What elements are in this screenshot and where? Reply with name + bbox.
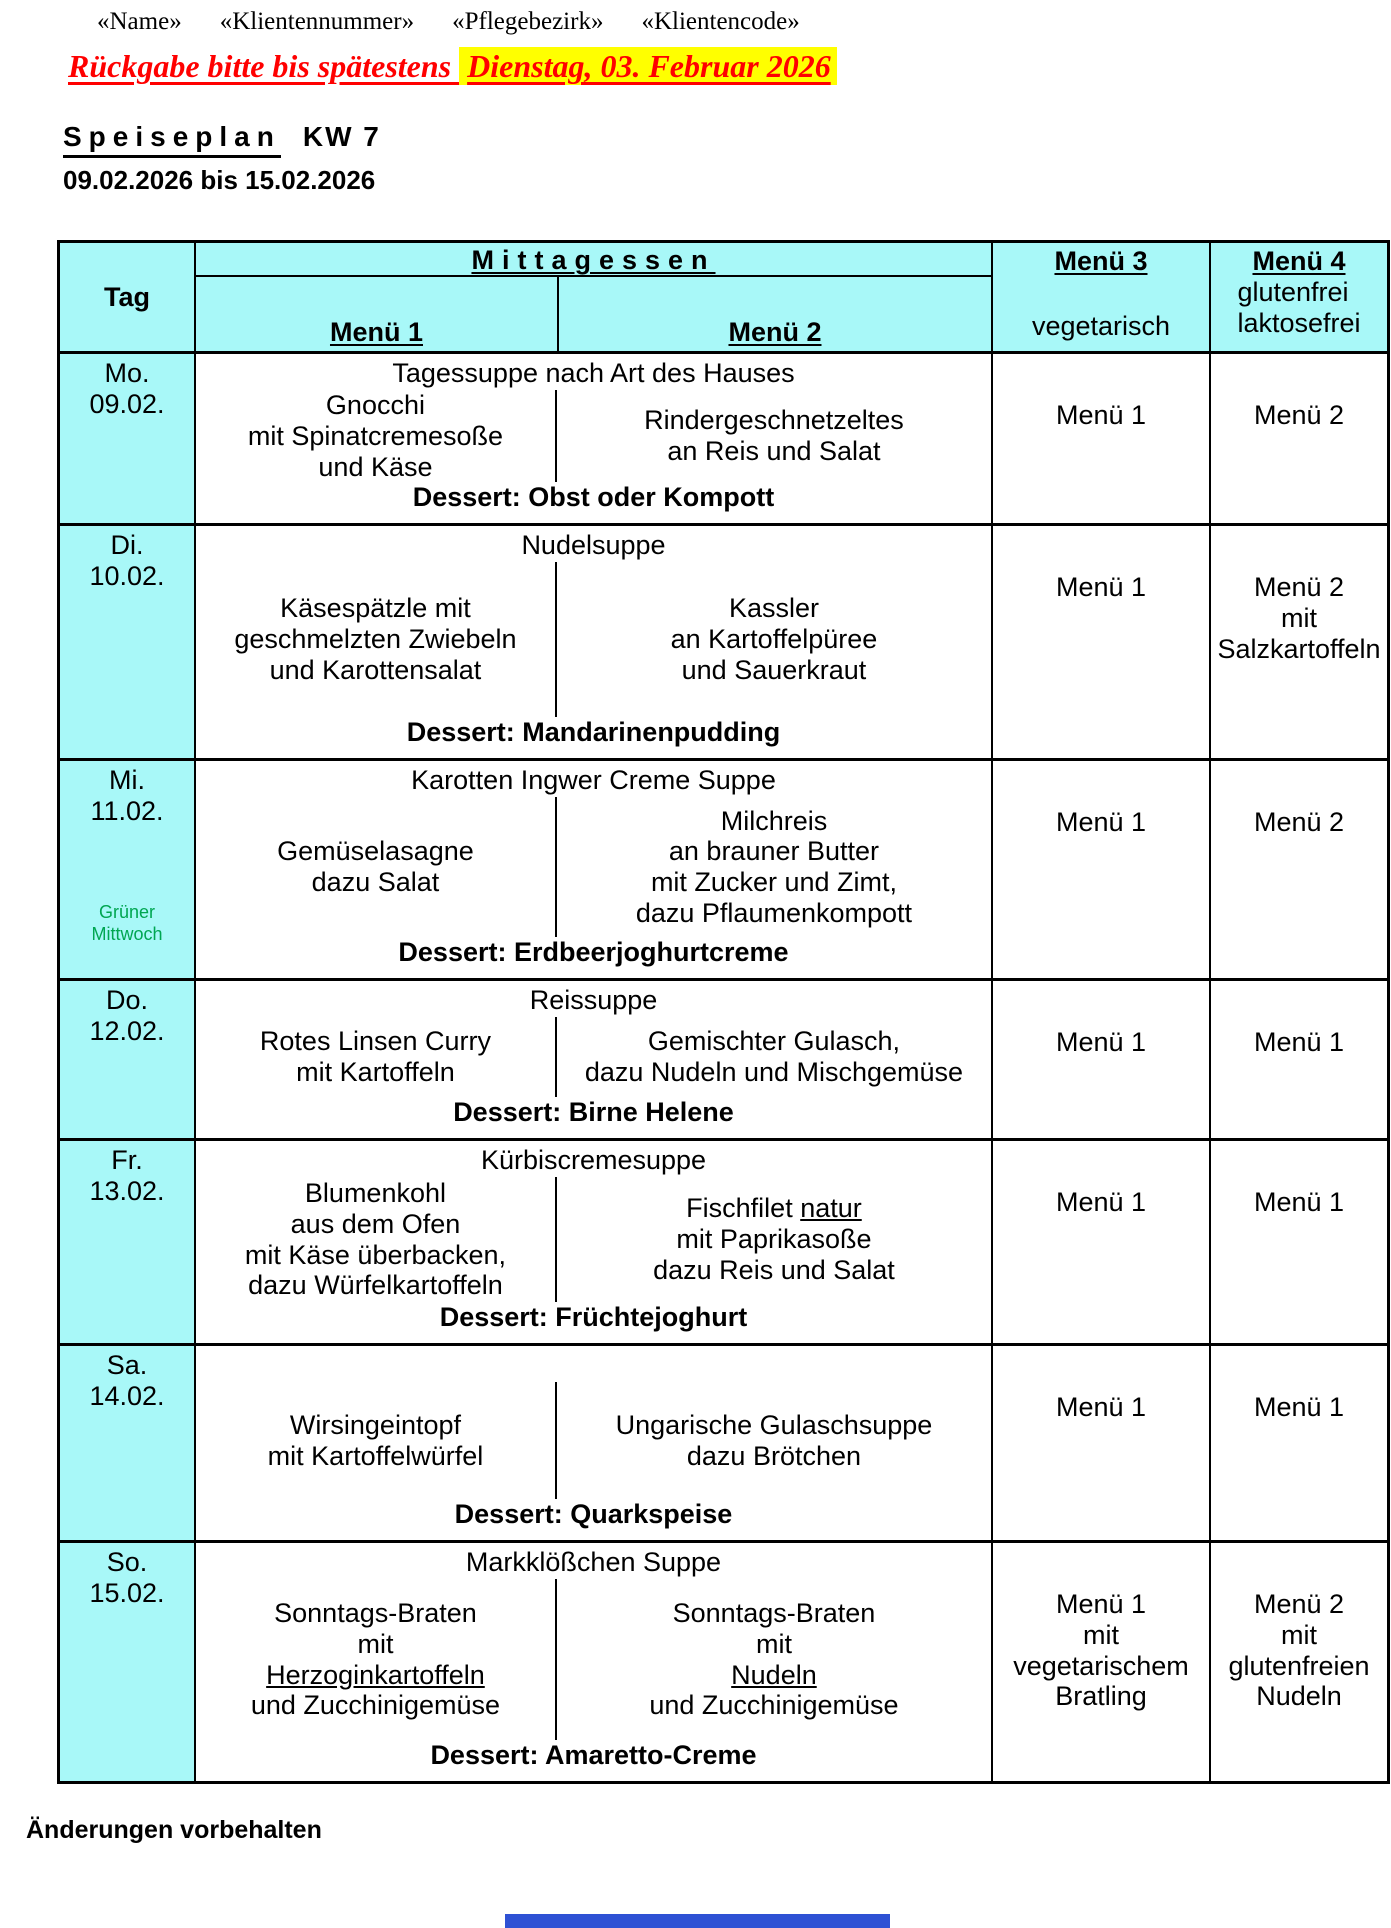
menu4-cell: Menü 2 bbox=[1211, 761, 1387, 981]
menu2-header: Menü 2 bbox=[559, 277, 993, 354]
merge-fields-line bbox=[97, 8, 1391, 36]
dessert-text: Dessert: Quarkspeise bbox=[454, 1499, 733, 1530]
day-cell bbox=[60, 1346, 196, 1543]
menu-items-area bbox=[196, 1382, 991, 1499]
day-date: 10.02. bbox=[89, 560, 165, 591]
dessert-text: Dessert: Mandarinenpudding bbox=[406, 717, 781, 748]
menu1-items: Käsespätzle mit geschmelzten Zwiebeln und Karottensalat bbox=[196, 562, 557, 717]
menu1-items: Wirsingeintopf mit Kartoffelwürfel bbox=[196, 1382, 557, 1499]
day-label: Mi. bbox=[109, 765, 145, 795]
dessert-text: Dessert: Erdbeerjoghurtcreme bbox=[398, 937, 789, 968]
plan-title: Speiseplan bbox=[63, 121, 281, 158]
return-notice bbox=[68, 48, 1391, 85]
day-label: Di. bbox=[110, 530, 144, 560]
menu3-cell: Menü 1 bbox=[993, 761, 1211, 981]
menu2-items: Fischfilet natur mit Paprikasoße dazu Reis und Salat bbox=[653, 1193, 895, 1285]
dessert-text: Dessert: Obst oder Kompott bbox=[412, 482, 775, 513]
menu3-cell: Menü 1 bbox=[993, 981, 1211, 1141]
day-label: Fr. bbox=[111, 1145, 143, 1175]
menu2-items: Rindergeschnetzeltes an Reis und Salat bbox=[644, 405, 904, 467]
day-label: So. bbox=[106, 1547, 148, 1577]
day-label: Sa. bbox=[106, 1350, 148, 1380]
menu4-subtitle: glutenfrei laktosefrei bbox=[1237, 276, 1361, 338]
day-date: 15.02. bbox=[89, 1577, 165, 1608]
merge-field-client-number: «Klientennummer» bbox=[219, 8, 415, 35]
merge-field-name: «Name» bbox=[97, 8, 182, 35]
menu4-cell: Menü 1 bbox=[1211, 1141, 1387, 1346]
meal-cell bbox=[196, 1543, 993, 1781]
day-date: 11.02. bbox=[90, 795, 164, 826]
day-date: 14.02. bbox=[89, 1380, 165, 1411]
menu4-cell: Menü 1 bbox=[1211, 981, 1387, 1141]
dessert-text: Dessert: Birne Helene bbox=[453, 1097, 734, 1128]
menu4-cell: Menü 2 mit Salzkartoffeln bbox=[1211, 526, 1387, 761]
menu3-cell: Menü 1 bbox=[993, 1141, 1211, 1346]
menu4-header bbox=[1211, 243, 1387, 354]
meal-cell bbox=[196, 1346, 993, 1543]
bottom-blue-bar bbox=[505, 1914, 890, 1928]
dessert-text: Dessert: Amaretto-Creme bbox=[430, 1740, 757, 1771]
soup-text: Karotten Ingwer Creme Suppe bbox=[411, 765, 776, 795]
meal-cell bbox=[196, 526, 993, 761]
day-cell bbox=[60, 1543, 196, 1781]
menu4-cell: Menü 1 bbox=[1211, 1346, 1387, 1543]
menu2-items: Sonntags-Braten mit Nudeln und Zucchinigemüse bbox=[649, 1598, 899, 1721]
day-cell bbox=[60, 1141, 196, 1346]
day-date: 13.02. bbox=[89, 1175, 165, 1206]
menu1-header: Menü 1 bbox=[196, 277, 559, 354]
day-cell bbox=[60, 526, 196, 761]
plan-date-range: 09.02.2026 bis 15.02.2026 bbox=[63, 165, 376, 195]
day-cell bbox=[60, 761, 196, 981]
menu1-items: Sonntags-Braten mit Herzoginkartoffeln und Zucchinigemüse bbox=[196, 1579, 557, 1740]
mittagessen-header: Mittagessen bbox=[196, 243, 993, 277]
menu-items-area bbox=[196, 797, 991, 937]
menu-items-area bbox=[196, 1017, 991, 1097]
dessert-text: Dessert: Früchtejoghurt bbox=[439, 1302, 748, 1333]
tag-header: Tag bbox=[60, 243, 196, 354]
menu1-items: Rotes Linsen Curry mit Kartoffeln bbox=[196, 1017, 557, 1097]
soup-text bbox=[196, 1346, 991, 1382]
footer-note: Änderungen vorbehalten bbox=[26, 1816, 322, 1844]
menu1-items: Blumenkohl aus dem Ofen mit Käse überbacken, dazu Würfelkartoffeln bbox=[196, 1177, 557, 1302]
soup-text: Markklößchen Suppe bbox=[465, 1547, 722, 1577]
menu2-items: Kassler an Kartoffelpüree und Sauerkraut bbox=[670, 593, 878, 685]
menu4-cell: Menü 2 bbox=[1211, 354, 1387, 526]
plan-week: KW 7 bbox=[302, 121, 381, 152]
menu-items-area bbox=[196, 1177, 991, 1302]
menu3-header bbox=[993, 243, 1211, 354]
merge-field-care-district: «Pflegebezirk» bbox=[452, 8, 604, 35]
meal-cell bbox=[196, 1141, 993, 1346]
menu2-items: Ungarische Gulaschsuppe dazu Brötchen bbox=[615, 1409, 933, 1471]
menu2-items: Milchreis an brauner Butter mit Zucker und Zimt, dazu Pflaumenkompott bbox=[635, 805, 913, 928]
meal-cell bbox=[196, 761, 993, 981]
day-date: 12.02. bbox=[89, 1015, 165, 1046]
return-notice-text: Rückgabe bitte bis spätestens bbox=[68, 48, 460, 84]
meal-cell bbox=[196, 354, 993, 526]
day-label: Mo. bbox=[104, 358, 150, 388]
menu-items-area bbox=[196, 390, 991, 482]
menu3-header-label: Menü 3 bbox=[1054, 246, 1148, 276]
menu-table bbox=[57, 240, 1390, 1784]
menu1-items: Gnocchi mit Spinatcremesoße und Käse bbox=[196, 390, 557, 482]
soup-text: Tagessuppe nach Art des Hauses bbox=[392, 358, 795, 388]
soup-text: Reissuppe bbox=[529, 985, 658, 1015]
merge-field-client-code: «Klientencode» bbox=[641, 8, 800, 35]
day-date: 09.02. bbox=[89, 388, 165, 419]
day-cell bbox=[60, 354, 196, 526]
menu4-cell: Menü 2 mit glutenfreien Nudeln bbox=[1211, 1543, 1387, 1781]
plan-heading bbox=[63, 121, 1391, 196]
menu3-cell: Menü 1 bbox=[993, 1346, 1211, 1543]
menu3-cell: Menü 1 bbox=[993, 354, 1211, 526]
return-notice-highlight: Dienstag, 03. Februar 2026 bbox=[459, 47, 837, 85]
menu4-header-label: Menü 4 bbox=[1252, 246, 1346, 276]
soup-text: Nudelsuppe bbox=[521, 530, 666, 560]
meal-cell bbox=[196, 981, 993, 1141]
menu3-cell: Menü 1 bbox=[993, 526, 1211, 761]
soup-text: Kürbiscremesuppe bbox=[480, 1145, 707, 1175]
menu-items-area bbox=[196, 1579, 991, 1740]
day-label: Do. bbox=[105, 985, 149, 1015]
menu1-items: Gemüselasagne dazu Salat bbox=[196, 797, 557, 937]
menu2-items: Gemischter Gulasch, dazu Nudeln und Mischgemüse bbox=[584, 1026, 964, 1088]
day-note: Grüner Mittwoch bbox=[91, 901, 163, 945]
menu3-subtitle: vegetarisch bbox=[1031, 311, 1171, 342]
menu-items-area bbox=[196, 562, 991, 717]
menu3-cell: Menü 1 mit vegetarischem Bratling bbox=[993, 1543, 1211, 1781]
day-cell bbox=[60, 981, 196, 1141]
